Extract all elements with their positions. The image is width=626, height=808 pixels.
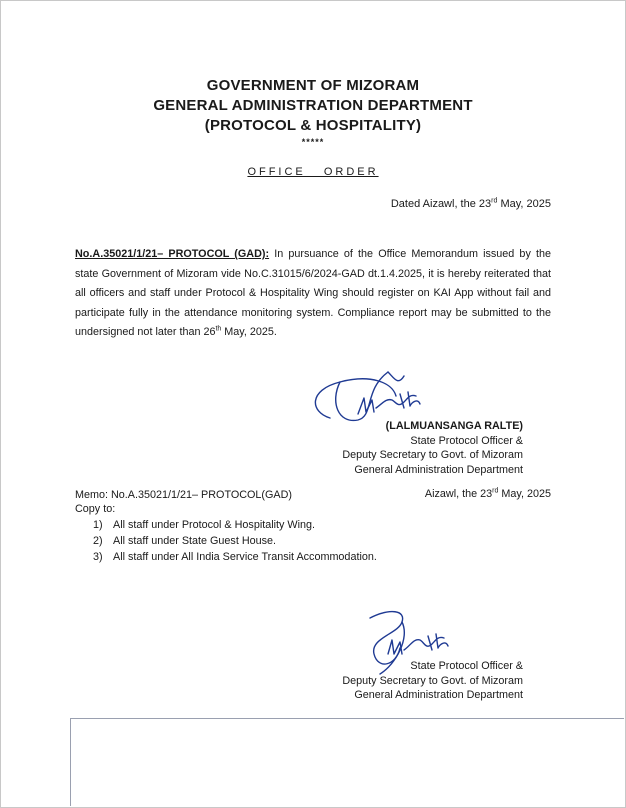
signatory-block [342,419,523,477]
order-date-sup: rd [491,197,498,205]
order-date [391,198,551,210]
header-separator-stars: ***** [301,137,325,147]
list-item-number: 3) [93,551,103,564]
copy-to-label: Copy to: [75,503,116,515]
list-item-text: All staff under State Guest House. [113,535,277,548]
order-deadline-sup: th [215,325,222,333]
office-order-heading: OFFICE ORDER [247,166,379,178]
footer-rule-vertical [70,718,71,806]
order-body [75,245,551,343]
order-date-prefix: Dated Aizawl, the 23 [390,198,492,210]
list-item [93,518,377,532]
signatory-name: (LALMUANSANGA RALTE) [385,420,523,432]
memo-date-sup: rd [492,487,499,495]
document-title [0,166,626,178]
signatory-department: General Administration Department [354,463,523,476]
order-text: In pursuance of the Office Memorandum issued by the state Government of Mizoram vide No.C.31015/6/2024-GAD dt.1.4.2025, it is hereby reiterated that all officers and staff under Protocol & Hospitality Wing should register on KAI App without fail and participate fully in the attendance monitoring system. Compliance report may be submitted to the undersigned not later than 26 [75,248,551,339]
memo-date-prefix: Aizawl, the 23 [424,488,493,500]
letterhead [0,76,626,136]
letterhead-line-1: GOVERNMENT OF MIZORAM [206,77,420,94]
order-reference-number: No.A.35021/1/21– PROTOCOL (GAD): [75,248,270,260]
order-text-tail: May, 2025. [221,326,277,339]
signatory2-designation-1: State Protocol Officer & [410,660,523,672]
signatory2-department: General Administration Department [354,689,523,702]
order-date-suffix: May, 2025 [497,198,551,210]
memo-date-suffix: May, 2025 [498,488,551,500]
list-item-text: All staff under Protocol & Hospitality Wing. [113,519,316,531]
list-item-number: 1) [93,519,103,531]
footer-rule-horizontal [70,718,624,719]
copy-to-list [93,518,377,567]
list-item [93,534,377,548]
signatory-block-2 [342,659,523,703]
memo-block [75,488,292,516]
letterhead-line-3: (PROTOCOL & HOSPITALITY) [204,117,422,134]
signatory2-designation-2: Deputy Secretary to Govt. of Mizoram [342,674,523,687]
list-item [93,550,377,564]
memo-date [425,488,551,500]
memo-number: Memo: No.A.35021/1/21– PROTOCOL(GAD) [75,489,293,501]
list-item-text: All staff under All India Service Transit Accommodation. [113,551,377,564]
signatory-designation-1: State Protocol Officer & [410,434,523,447]
signatory-designation-2: Deputy Secretary to Govt. of Mizoram [342,449,523,462]
list-item-number: 2) [93,535,103,548]
letterhead-line-2: GENERAL ADMINISTRATION DEPARTMENT [153,97,473,114]
